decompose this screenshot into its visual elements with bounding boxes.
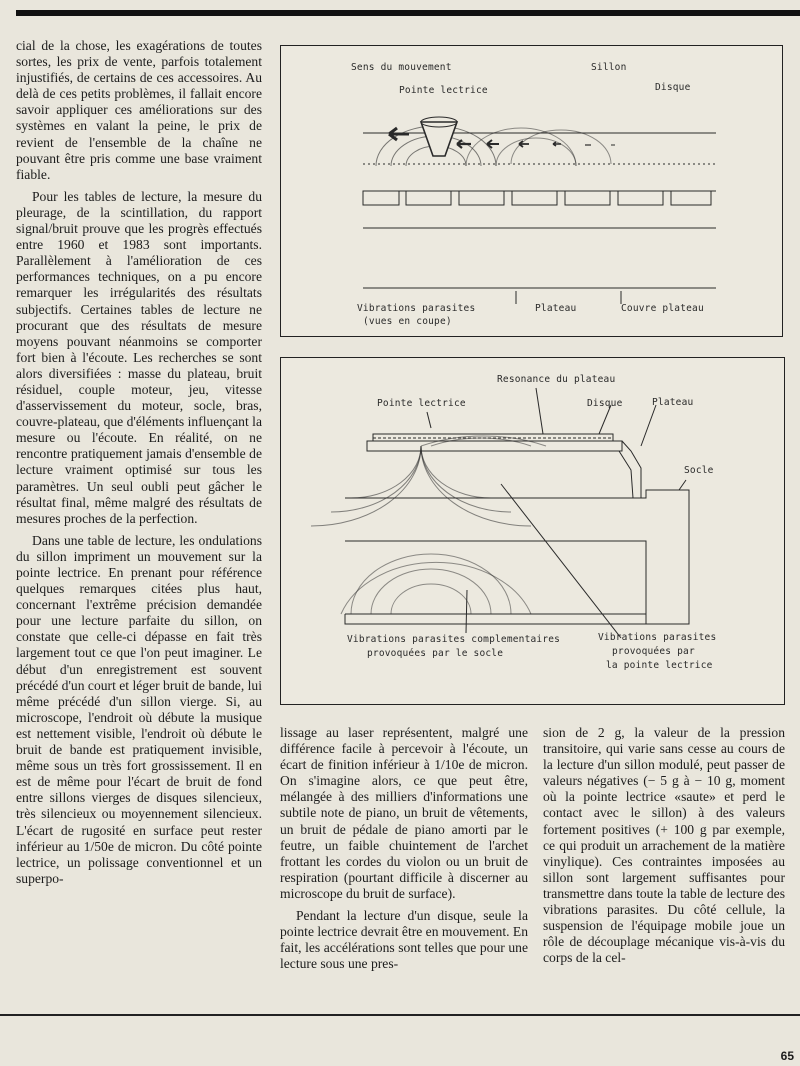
text-column-3 [543, 725, 785, 1010]
label-socle: Socle [684, 465, 714, 476]
label-disque: Disque [655, 82, 691, 93]
label-pointe-lectrice: Pointe lectrice [399, 85, 488, 96]
label-la-pointe-lectrice: la pointe lectrice [606, 660, 713, 671]
figure-2-drawing [281, 358, 784, 704]
label-vibrations-parasites: Vibrations parasites [598, 632, 717, 643]
label-plateau: Plateau [652, 397, 694, 408]
paragraph: Pendant la lecture d'un disque, seule la pointe lectrice devrait être en mouvement. En fait, les accélérations sont telles que pour une lecture sous une pres- [280, 908, 528, 972]
text-column-2 [280, 725, 528, 1010]
label-sens-du-mouvement: Sens du mouvement [351, 62, 452, 73]
figure-1-drawing [281, 46, 782, 336]
page-number: 65 [780, 1049, 794, 1063]
label-pointe-lectrice: Pointe lectrice [377, 398, 466, 409]
bottom-rule [0, 1014, 800, 1016]
label-provoquees-par-le-socle: provoquées par le socle [367, 648, 504, 659]
label-vues-en-coupe: (vues en coupe) [363, 316, 452, 327]
paragraph: Pour les tables de lecture, la mesure du pleurage, de la scintillation, du rapport signal/bruit prouve que les progrès effectués entre 1960 et 1983 sont importants. Parallèlement à l'amélioration de ces performances techniques, on a pu encore remarquer les irrégularités des résultats subjectifs. Certaines tables de lecture ne procurant que des résultats de mesure moyens pouvant néanmoins se comporter fort bien à l'écoute. Les recherches se sont alors diversifiées : masse du plateau, bruit résiduel, couple moteur, jeu, vitesse d'asservissement du moteur, socle, bras, couvre-plateau, que d'éléments influençant la mesure ou l'écoute. En réalité, on ne rencontre pratiquement jamais d'ensemble de lecture vraiment optimisé sur tous les paramètres. Un seul oubli peut gâcher le résultat final, même malgré des résultats de mesures proches de la perfection. [16, 188, 262, 526]
figure-turntable-vibration-diagram [280, 357, 785, 705]
text-column-1 [16, 38, 262, 1008]
label-disque: Disque [587, 398, 623, 409]
paragraph: lissage au laser représentent, malgré une différence facile à percevoir à l'écoute, un écart de finition inférieur à 1/10e de micron. On s'imagine alors, ce que peut être, mélangée à des milliers d'informations une subtile note de piano, un bruit de vêtements, un bruit de pédale de piano amorti par le feutre, un faible chuintement de l'archet frottant les cordes du violon ou un bruit de respiration (pourtant difficile à discerner au microscope du bruit de surface). [280, 725, 528, 901]
paragraph: Dans une table de lecture, les ondulations du sillon impriment un mouvement sur la pointe lectrice. En prenant pour référence quelques remarques citées plus haut, concernant l'extrême précision demandée pour une lecture parfaite du sillon, on constate que celle-ci dépasse en fait très largement tout ce que l'on peut imaginer. Le début d'un enregistrement est souvent précédé d'un court et léger bruit de bande, lui même précédé d'un sillon vierge. Si, au microscope, l'endroit où débute la musique est nettement visible, l'endroit où débute le bruit de bande est pratiquement invisible, même sous un très fort grossissement. Il en est de même pour l'écart de bruit de fond entre sillons vierges de disques silencieux, très silencieux ou moyennement silencieux. L'écart de rugosité en surface peut rester inférieur au 1/50e de micron. Du côté pointe lectrice, un polissage conventionnel et un superpo- [16, 532, 262, 886]
label-sillon: Sillon [591, 62, 627, 73]
paragraph: cial de la chose, les exagérations de toutes sortes, les prix de vente, parfois totalement injustifiés, de certains de ces accessoires. Au delà de ces petits problèmes, il fallait encore savoir appliquer ces améliorations sur des systèmes en valant la peine, le prix de revient de l'ensemble de la chaîne ne pouvant être pris comme une base vraiment fiable. [16, 38, 262, 182]
label-couvre-plateau: Couvre plateau [621, 303, 704, 314]
top-rule [0, 0, 800, 18]
label-provoquees-par: provoquées par [612, 646, 695, 657]
label-vibrations-parasites: Vibrations parasites [357, 303, 476, 314]
label-resonance-du-plateau: Resonance du plateau [497, 374, 616, 385]
label-plateau: Plateau [535, 303, 577, 314]
figure-stylus-groove-diagram [280, 45, 783, 337]
label-vibrations-complementaires: Vibrations parasites complementaires [347, 634, 561, 645]
paragraph: sion de 2 g, la valeur de la pression transitoire, qui varie sans cesse au cours de la lecture d'un sillon modulé, peut passer de valeurs négatives (− 5 g à − 10 g, moment où la pointe lectrice «saute» et perd le contact avec le sillon) à des valeurs fortement positives (+ 100 g par exemple, ce qui produit un arrachement de la matière vinylique). Ces contraintes imposées au sillon sont largement suffisantes pour transmettre dans toute la table de lecture des vibrations parasites. Du côté cellule, la suspension de l'équipage mobile joue un rôle de découplage mécanique vis-à-vis du corps de la cel- [543, 725, 785, 966]
